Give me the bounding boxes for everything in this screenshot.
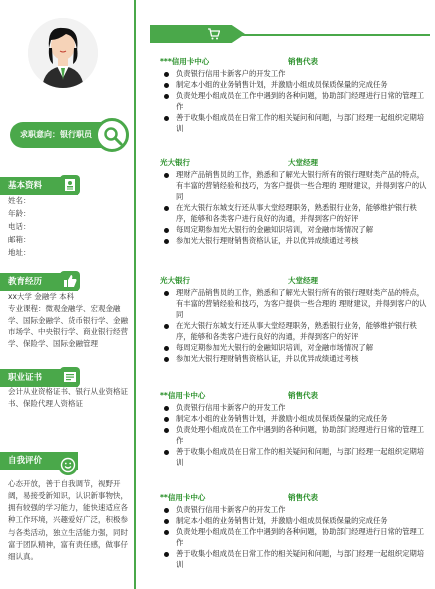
duty-item: 参加光大银行理财销售资格认证，并以优异成绩通过考核 bbox=[160, 236, 428, 247]
field-name: 姓名： bbox=[8, 196, 31, 205]
section-title-text: 基本资料 bbox=[8, 181, 43, 191]
field-phone: 电话： bbox=[8, 222, 31, 231]
job-duties bbox=[160, 403, 428, 469]
column-divider bbox=[134, 0, 136, 589]
self-eval-text: 心态开放，善于自我调节，视野开阔，易接受新知识，认识新事物快，拥有较强的学习能力，能快速适应各种工作环境，兴趣爱好广泛，积极参与各类活动，独立生活能力强，同时富于团队精神，富有责任感，做事仔细认真。 bbox=[8, 479, 128, 561]
avatar-illustration bbox=[28, 18, 98, 88]
duty-item: 每周定期参加光大银行的金融知识培训，对金融市场情况了解 bbox=[160, 225, 428, 236]
duty-item: 善于收集小组成员在日常工作的相关疑问和问题，与部门经理一起组织定期培训 bbox=[160, 447, 428, 469]
job-entry bbox=[160, 391, 428, 469]
duty-item: 负责银行信用卡新客户的开发工作 bbox=[160, 403, 428, 414]
section-title-text: 教育经历 bbox=[8, 277, 43, 287]
job-header bbox=[160, 493, 428, 505]
job-duties bbox=[160, 288, 428, 365]
field-address: 地址： bbox=[8, 248, 31, 257]
education-courses: 专业课程：微观金融学、宏观金融学、国际金融学、货币银行学、金融市场学、中央银行学、商业银行经营学、保险学、国际金融管理 bbox=[8, 304, 128, 348]
job-company: **信用卡中心 bbox=[160, 391, 206, 400]
job-intent-bar bbox=[10, 122, 125, 148]
certificates-text: 会计从业资格证书、银行从业资格证书、保险代理人资格证 bbox=[8, 387, 128, 408]
section-title-text: 自我评价 bbox=[8, 456, 43, 466]
job-role: 销售代表 bbox=[288, 391, 318, 400]
id-card-icon bbox=[60, 175, 80, 195]
duty-item: 在光大银行东城支行还从事大堂经理职务，熟悉银行业务，能够维护银行秩序，能够和各类客户进行良好的沟通，并得到客户的好评 bbox=[160, 321, 428, 343]
job-role: 销售代表 bbox=[288, 57, 318, 66]
basic-info-list bbox=[8, 196, 128, 261]
duty-item: 负责处理小组成员在工作中遇到的各种问题，协助部门经理进行日常的管理工作 bbox=[160, 527, 428, 549]
search-icon bbox=[95, 118, 129, 152]
duty-item: 理财产品销售员的工作，熟悉和了解光大银行所有的银行理财类产品的特点，有丰富的营销经验和技巧，为客户提供一些合理的 理财建议，并得到客户的认同 bbox=[160, 288, 428, 321]
avatar bbox=[28, 18, 98, 88]
job-company: 光大银行 bbox=[160, 158, 190, 167]
duty-item: 善于收集小组成员在日常工作的相关疑问和问题，与部门经理一起组织定期培训 bbox=[160, 113, 428, 135]
duty-item: 负责银行信用卡新客户的开发工作 bbox=[160, 505, 428, 516]
duty-item: 在光大银行东城支行还从事大堂经理职务，熟悉银行业务，能够维护银行秩序，能够和各类客户进行良好的沟通，并得到客户的好评 bbox=[160, 203, 428, 225]
duty-item: 制定本小组的业务销售计划，并激励小组成员保质保量的完成任务 bbox=[160, 414, 428, 425]
smiley-icon bbox=[58, 455, 78, 475]
job-header bbox=[160, 276, 428, 288]
education-degree: xx大学 金融学 本科 bbox=[8, 292, 75, 301]
field-age: 年龄： bbox=[8, 209, 31, 218]
duty-item: 负责处理小组成员在工作中遇到的各种问题，协助部门经理进行日常的管理工作 bbox=[160, 91, 428, 113]
job-header bbox=[160, 158, 428, 170]
job-company: **信用卡中心 bbox=[160, 493, 206, 502]
duty-item: 制定本小组的业务销售计划，并激励小组成员保质保量的完成任务 bbox=[160, 516, 428, 527]
duty-item: 参加光大银行理财销售资格认证，并以优异成绩通过考核 bbox=[160, 354, 428, 365]
duty-item: 善于收集小组成员在日常工作的相关疑问和问题，与部门经理一起组织定期培训 bbox=[160, 549, 428, 571]
certificate-icon bbox=[60, 367, 80, 387]
job-header bbox=[160, 391, 428, 403]
job-company: 光大银行 bbox=[160, 276, 190, 285]
duty-item: 制定本小组的业务销售计划，并激励小组成员保质保量的完成任务 bbox=[160, 80, 428, 91]
duty-item: 负责处理小组成员在工作中遇到的各种问题，协助部门经理进行日常的管理工作 bbox=[160, 425, 428, 447]
job-entry bbox=[160, 57, 428, 135]
thumbs-up-icon bbox=[60, 271, 80, 291]
job-role: 大堂经理 bbox=[288, 158, 318, 167]
work-header-tab bbox=[150, 25, 245, 43]
section-title-text: 职业证书 bbox=[8, 373, 43, 383]
duty-item: 理财产品销售员的工作，熟悉和了解光大银行所有的银行理财类产品的特点，有丰富的营销经验和技巧，为客户提供一些合理的 理财建议，并得到客户的认同 bbox=[160, 170, 428, 203]
job-header bbox=[160, 57, 428, 69]
job-duties bbox=[160, 69, 428, 135]
job-duties bbox=[160, 170, 428, 247]
left-column bbox=[0, 0, 135, 589]
job-entry bbox=[160, 493, 428, 571]
cart-icon bbox=[208, 28, 220, 40]
job-entry bbox=[160, 158, 428, 247]
job-role: 大堂经理 bbox=[288, 276, 318, 285]
duty-item: 每周定期参加光大银行的金融知识培训，对金融市场情况了解 bbox=[160, 343, 428, 354]
job-role: 销售代表 bbox=[288, 493, 318, 502]
field-email: 邮箱： bbox=[8, 235, 31, 244]
job-entry bbox=[160, 276, 428, 365]
job-intent-label: 求职意向：银行职员 bbox=[20, 130, 92, 139]
duty-item: 负责银行信用卡新客户的开发工作 bbox=[160, 69, 428, 80]
job-company: ***信用卡中心 bbox=[160, 57, 210, 66]
job-duties bbox=[160, 505, 428, 571]
